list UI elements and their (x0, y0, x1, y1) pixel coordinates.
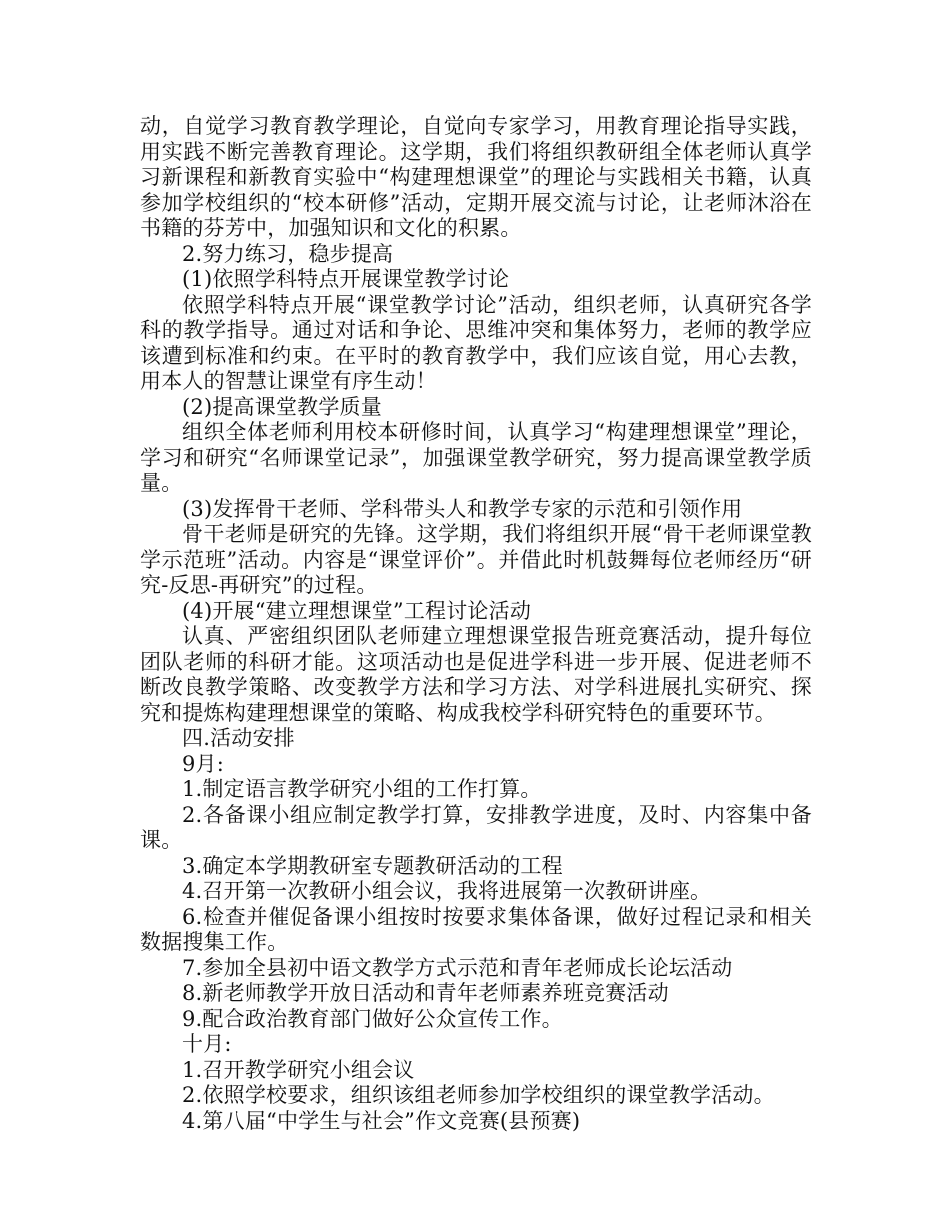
paragraph: 动，自觉学习教育教学理论，自觉向专家学习，用教育理论指导实践，用实践不断完善教育理论。这学期，我们将组织教研组全体老师认真学习新课程和新教育实验中“构建理想课堂”的理论与实践相关书籍，认真参加学校组织的“校本研修”活动，定期开展交流与讨论，让老师沐浴在书籍的芬芳中，加强知识和文化的积累。 (140, 114, 812, 240)
paragraph: 认真、严密组织团队老师建立理想课堂报告班竞赛活动，提升每位团队老师的科研才能。这项活动也是促进学科进一步开展、促进老师不断改良教学策略、改变教学方法和学习方法、对学科进展扎实研究、探究和提炼构建理想课堂的策略、构成我校学科研究特色的重要环节。 (140, 624, 812, 725)
subsection-heading: (2)提高课堂教学质量 (182, 394, 382, 419)
list-item: 2.依照学校要求，组织该组老师参加学校组织的课堂教学活动。 (182, 1083, 775, 1107)
list-item: 4.第八届“中学生与社会”作文竞赛(县预赛) (182, 1108, 581, 1133)
subsection-heading: (4)开展“建立理想课堂”工程讨论活动 (182, 598, 532, 623)
paragraph: 依照学科特点开展“课堂教学讨论”活动，组织老师，认真研究各学科的教学指导。通过对话和争论、思维冲突和集体努力，老师的教学应该遭到标准和约束。在平时的教育教学中，我们应该自觉，用心去教，用本人的智慧让课堂有序生动！ (140, 292, 812, 393)
month-heading: 十月: (182, 1032, 232, 1056)
list-item: 4.召开第一次教研小组会议，我将进展第一次教研讲座。 (182, 879, 712, 903)
list-item: 6.检查并催促备课小组按时按要求集体备课，做好过程记录和相关数据搜集工作。 (140, 904, 812, 954)
paragraph: 组织全体老师利用校本研修时间，认真学习“构建理想课堂”理论，学习和研究“名师课堂记录”，加强课堂教学研究，努力提高课堂教学质量。 (140, 420, 812, 495)
subsection-heading: (1)依照学科特点开展课堂教学讨论 (182, 267, 510, 291)
subsection-heading: (3)发挥骨干老师、学科带头人和教学专家的示范和引领作用 (182, 496, 743, 521)
list-item: 9.配合政治教育部门做好公众宣传工作。 (182, 1006, 563, 1031)
list-item: 7.参加全县初中语文教学方式示范和青年老师成长论坛活动 (182, 955, 733, 980)
month-heading: 9月: (182, 751, 225, 776)
list-item: 1.制定语言教学研究小组的工作打算。 (182, 777, 542, 801)
section-heading: 四.活动安排 (182, 726, 295, 750)
paragraph: 骨干老师是研究的先锋。这学期，我们将组织开展“骨干老师课堂教学示范班”活动。内容是“课堂评价”。并借此时机鼓舞每位老师经历“研究-反思-再研究”的过程。 (140, 522, 812, 597)
list-item: 3.确定本学期教研室专题教研活动的工程 (182, 853, 563, 878)
list-item: 1.召开教学研究小组会议 (182, 1057, 415, 1082)
document-body (140, 114, 812, 1134)
section-heading: 2.努力练习，稳步提高 (182, 241, 394, 266)
list-item: 8.新老师教学开放日活动和青年老师素养班竞赛活动 (182, 981, 669, 1005)
list-item: 2.各备课小组应制定教学打算，安排教学进度，及时、内容集中备课。 (140, 802, 812, 852)
